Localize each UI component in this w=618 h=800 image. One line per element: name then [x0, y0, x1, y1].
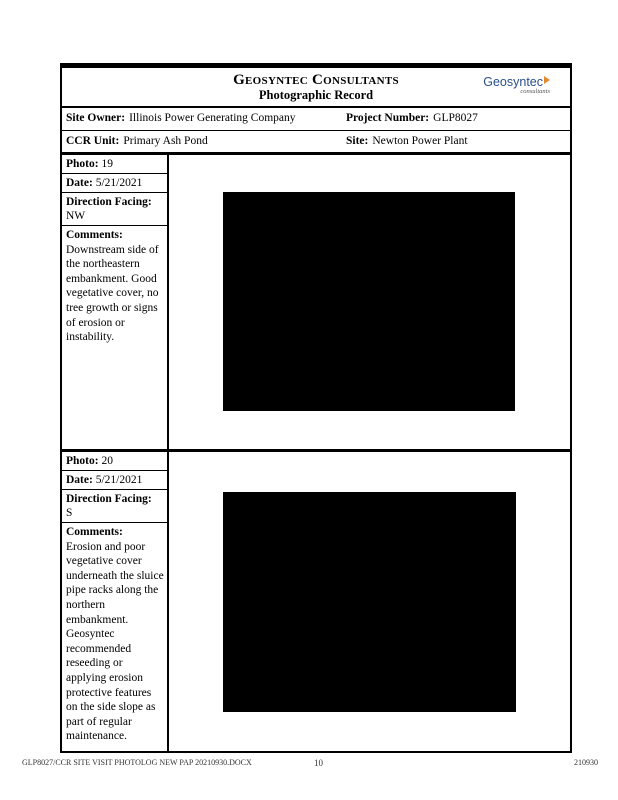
photo-date-row — [62, 471, 167, 490]
comments-row — [62, 523, 167, 746]
comments-label: Comments: — [66, 229, 123, 241]
ccr-unit-value: Primary Ash Pond — [123, 135, 208, 147]
photo-number-row — [62, 155, 167, 174]
direction-label: Direction Facing: — [66, 493, 152, 505]
site-owner-value: Illinois Power Generating Company — [129, 112, 296, 124]
project-number-label: Project Number: — [346, 112, 430, 124]
redacted-photo-19 — [223, 192, 515, 411]
comments-text: Erosion and poor vegetative cover underneath the sluice pipe racks along the northern embankment. Geosyntec recommended reseeding or applying erosion protective features on the side slope as part of regular maintenance. — [66, 540, 164, 743]
site-owner-label: Site Owner: — [66, 112, 126, 124]
project-number-value: GLP8027 — [433, 112, 478, 124]
company-title-text: Geosyntec Consultants — [233, 72, 399, 88]
info-row-owner — [62, 106, 570, 131]
comments-text: Downstream side of the northeastern embankment. Good vegetative cover, no tree growth or signs of erosion or instability. — [66, 243, 159, 344]
comments-row — [62, 226, 167, 347]
direction-value: NW — [66, 210, 86, 222]
site-cell — [346, 130, 468, 152]
direction-row — [62, 490, 167, 523]
info-row-unit — [62, 130, 570, 155]
photo-number: 19 — [101, 158, 113, 170]
footer-page-number: 10 — [314, 758, 323, 768]
direction-value: S — [66, 507, 73, 519]
photo-date: 5/21/2021 — [95, 474, 143, 486]
site-owner-cell — [66, 106, 296, 130]
redacted-photo-20 — [223, 492, 516, 712]
ccr-unit-cell — [66, 130, 208, 152]
logo-name: Geosyntec — [483, 75, 543, 89]
photo-label: Photo: — [66, 158, 99, 170]
photo-section-20 — [62, 452, 570, 751]
date-label: Date: — [66, 474, 93, 486]
site-label: Site: — [346, 135, 369, 147]
photo-details-19 — [62, 155, 169, 449]
photo-section-19 — [62, 155, 570, 452]
logo-arrow-icon — [544, 76, 550, 84]
project-number-cell — [346, 106, 478, 130]
photographic-record-frame — [60, 63, 572, 753]
direction-label: Direction Facing: — [66, 196, 152, 208]
geosyntec-logo — [480, 75, 550, 95]
photo-number-row — [62, 452, 167, 471]
photo-date-row — [62, 174, 167, 193]
record-header — [62, 68, 570, 108]
photo-details-20 — [62, 452, 169, 751]
direction-row — [62, 193, 167, 226]
photo-date: 5/21/2021 — [95, 177, 143, 189]
site-value: Newton Power Plant — [372, 135, 468, 147]
ccr-unit-label: CCR Unit: — [66, 135, 120, 147]
footer-date-code: 210930 — [574, 758, 598, 767]
footer-document-name: GLP8027/CCR SITE VISIT PHOTOLOG NEW PAP 20210930.DOCX — [22, 758, 252, 767]
record-subtitle: Photographic Record — [258, 88, 374, 102]
date-label: Date: — [66, 177, 93, 189]
photo-label: Photo: — [66, 455, 99, 467]
comments-label: Comments: — [66, 526, 123, 538]
logo-subtitle: consultants — [520, 88, 550, 95]
photo-number: 20 — [101, 455, 113, 467]
